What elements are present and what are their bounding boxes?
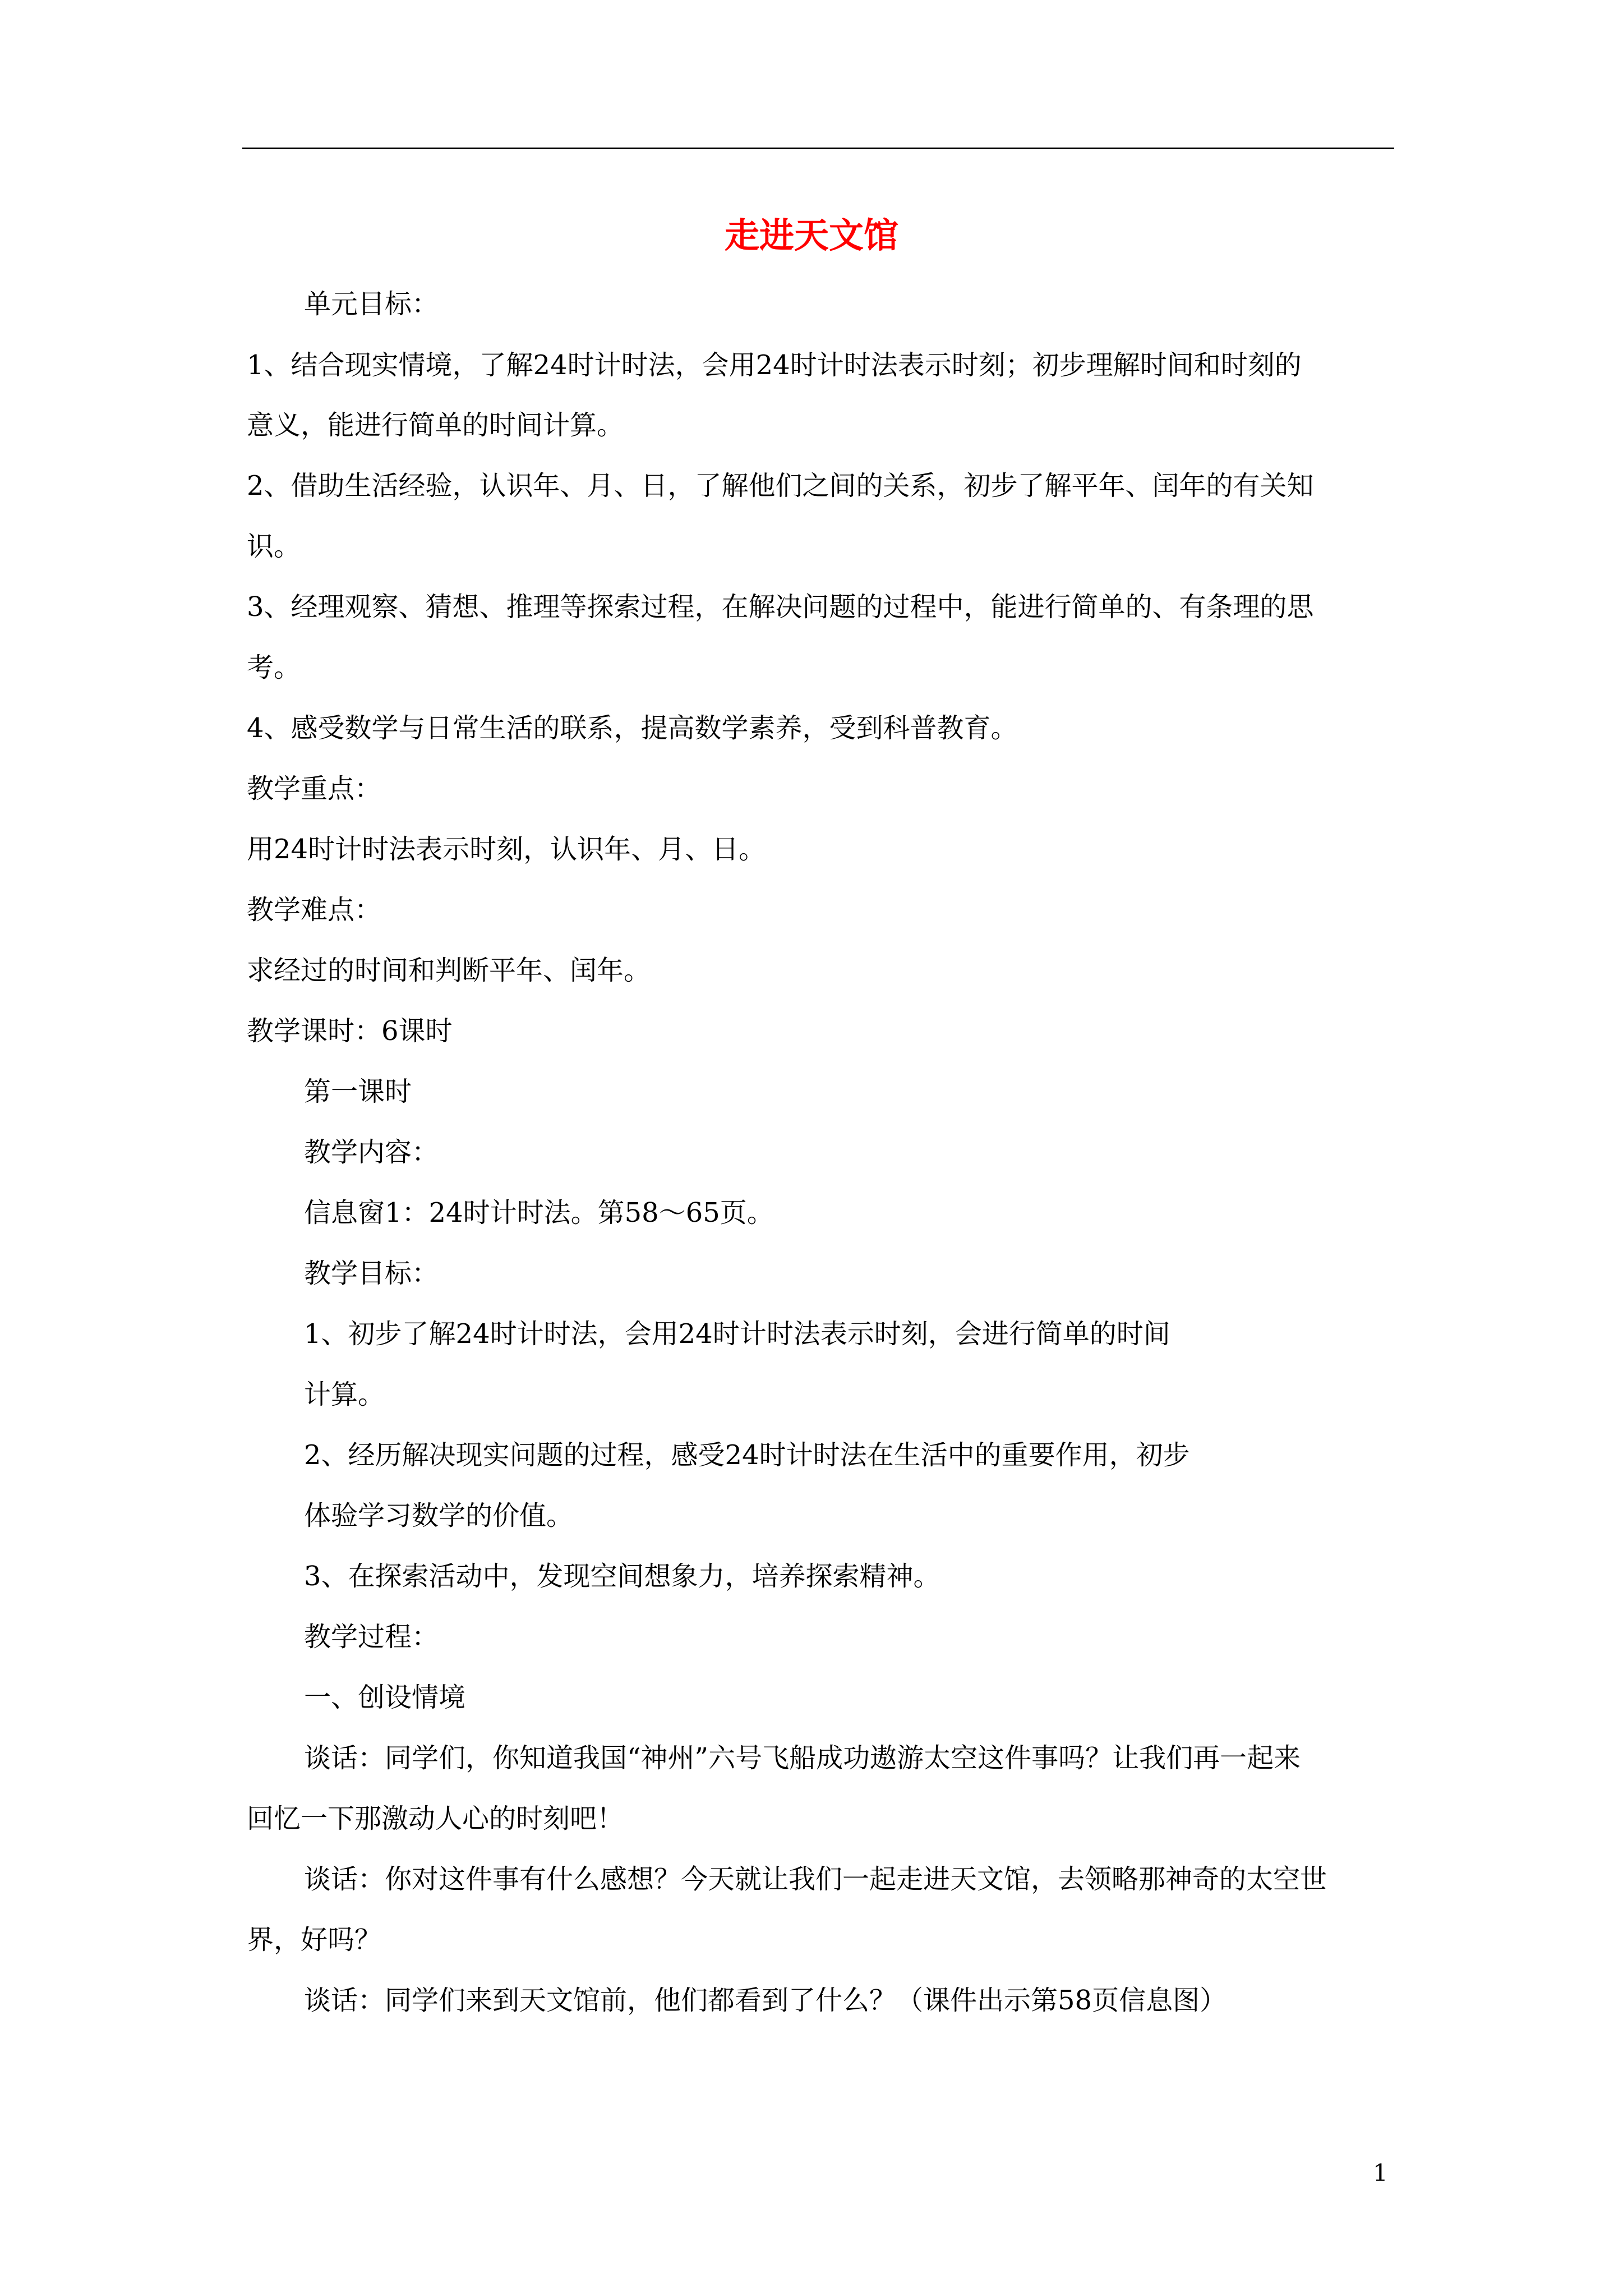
text-line: 谈话：同学们来到天文馆前，他们都看到了什么？（课件出示第58页信息图） xyxy=(304,1985,1227,2016)
header-rule xyxy=(242,148,1394,149)
text-line: 用24时计时法表示时刻，认识年、月、日。 xyxy=(247,834,766,865)
section-heading: 教学内容： xyxy=(304,1137,439,1168)
section-heading: 教学重点： xyxy=(247,773,382,804)
section-heading: 一、创设情境 xyxy=(304,1682,466,1713)
text-line: 1、初步了解24时计时法，会用24时计时法表示时刻，会进行简单的时间 xyxy=(304,1318,1170,1350)
text-line: 意义，能进行简单的时间计算。 xyxy=(247,409,624,441)
text-line: 体验学习数学的价值。 xyxy=(304,1500,574,1531)
section-heading: 教学过程： xyxy=(304,1621,439,1653)
section-heading: 教学目标： xyxy=(304,1258,439,1289)
text-line: 谈话：你对这件事有什么感想？今天就让我们一起走进天文馆，去领略那神奇的太空世 xyxy=(304,1864,1327,1895)
text-line: 4、感受数学与日常生活的联系，提高数学素养，受到科普教育。 xyxy=(247,712,1018,744)
text-line: 计算。 xyxy=(304,1379,385,1410)
text-line: 谈话：同学们，你知道我国“神州”六号飞船成功遨游太空这件事吗？让我们再一起来 xyxy=(304,1742,1301,1774)
text-line: 界，好吗？ xyxy=(247,1924,382,1955)
text-line: 2、借助生活经验，认识年、月、日，了解他们之间的关系，初步了解平年、闰年的有关知 xyxy=(247,470,1314,501)
page-number: 1 xyxy=(1373,2159,1388,2187)
section-heading: 第一课时 xyxy=(304,1076,412,1107)
text-line: 回忆一下那激动人心的时刻吧！ xyxy=(247,1803,624,1834)
text-line: 考。 xyxy=(247,652,301,683)
section-heading: 教学难点： xyxy=(247,894,382,926)
text-line: 信息窗1：24时计时法。第58～65页。 xyxy=(304,1197,774,1228)
text-line: 3、在探索活动中，发现空间想象力，培养探索精神。 xyxy=(304,1561,940,1592)
text-line: 教学课时：6课时 xyxy=(247,1015,453,1047)
text-line: 单元目标： xyxy=(304,288,439,320)
text-line: 求经过的时间和判断平年、闰年。 xyxy=(247,955,651,986)
text-line: 2、经历解决现实问题的过程，感受24时计时法在生活中的重要作用，初步 xyxy=(304,1439,1190,1471)
text-line: 3、经理观察、猜想、推理等探索过程，在解决问题的过程中，能进行简单的、有条理的思 xyxy=(247,591,1314,623)
document-title: 走进天文馆 xyxy=(724,215,898,256)
text-line: 识。 xyxy=(247,531,301,562)
text-line: 1、结合现实情境，了解24时计时法，会用24时计时法表示时刻；初步理解时间和时刻的 xyxy=(247,349,1302,381)
